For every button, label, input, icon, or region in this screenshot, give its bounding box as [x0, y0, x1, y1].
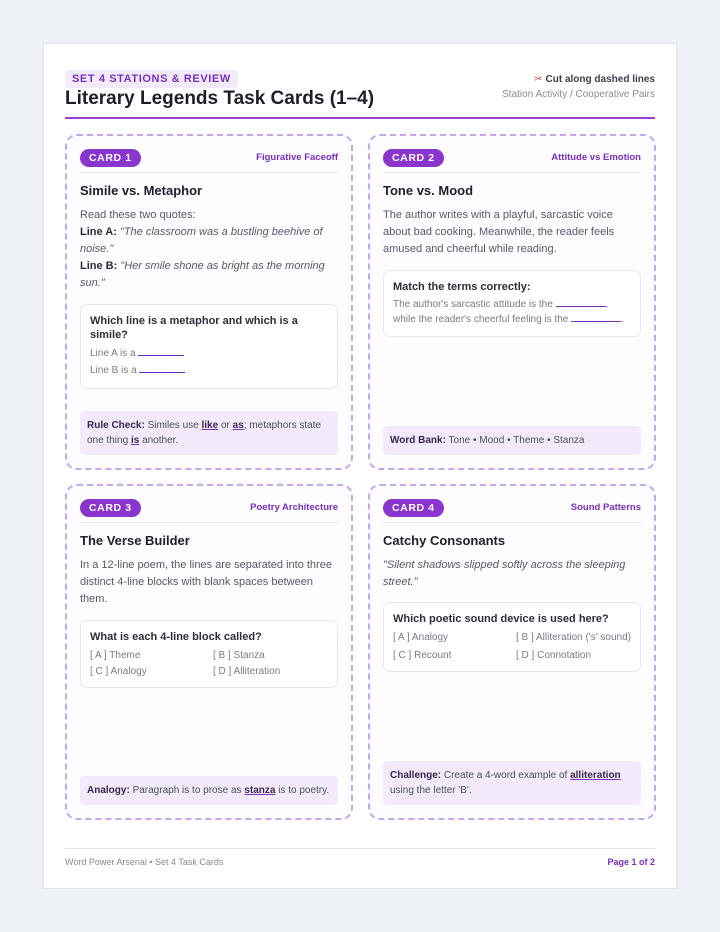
footer-label: Word Bank:: [390, 435, 446, 446]
answer-line-b: [90, 362, 328, 379]
sentence-1: The author's sarcastic attitude is the: [393, 299, 553, 310]
option-b[interactable]: [ B ] Stanza: [213, 650, 265, 661]
line-a-label: Line A:: [80, 226, 117, 238]
set-tag: SET 4 STATIONS & REVIEW: [65, 70, 238, 88]
card-title: Catchy Consonants: [383, 533, 506, 548]
keyword-is: is: [130, 435, 140, 446]
card-header: [80, 499, 338, 523]
quote-line-b: [80, 258, 338, 292]
match-sentence: The author's sarcastic attitude is the , while the reader's cheerful feeling is the .: [393, 299, 624, 325]
quote-line-a: [80, 224, 338, 258]
page-title: Literary Legends Task Cards (1–4): [65, 88, 375, 109]
card-topic: Poetry Architecture: [250, 502, 338, 513]
footer-text: using the letter 'B'.: [390, 785, 472, 796]
card-topic: Sound Patterns: [570, 502, 641, 513]
option-c[interactable]: [ C ] Analogy: [90, 666, 147, 677]
card-topic: Attitude vs Emotion: [551, 152, 641, 163]
question-text: Which line is a metaphor and which is a simile?: [90, 315, 298, 341]
word-bank-box: [383, 426, 641, 455]
keyword-like: like: [201, 420, 219, 431]
footer-text: Similes use: [147, 420, 199, 431]
worksheet-page: [43, 43, 677, 889]
analogy-box: [80, 776, 338, 805]
activity-label: Station Activity / Cooperative Pairs: [502, 89, 655, 100]
answer-blank-a[interactable]: [138, 346, 184, 356]
header: [65, 69, 655, 109]
footer-text: ; metaphors state one thing: [87, 420, 322, 446]
question-box: [383, 602, 641, 672]
card-header: [383, 499, 641, 523]
footer-label: Rule Check:: [87, 420, 145, 431]
keyword-as: as: [232, 420, 244, 431]
question-text: What is each 4-line block called?: [90, 631, 262, 643]
footer-label: Analogy:: [87, 785, 130, 796]
option-d[interactable]: [ D ] Connotation: [516, 650, 592, 661]
card-number-badge: CARD 1: [80, 149, 141, 167]
scissors-icon: ✂: [534, 74, 543, 85]
rule-check-box: [80, 411, 338, 455]
options-grid: [393, 631, 631, 662]
question-text: Which poetic sound device is used here?: [393, 613, 609, 625]
challenge-box: [383, 761, 641, 805]
question-box: [80, 304, 338, 389]
card-title: Simile vs. Metaphor: [80, 183, 203, 198]
card-title: Tone vs. Mood: [383, 183, 474, 198]
footer-text: another.: [142, 435, 179, 446]
option-b[interactable]: [ B ] Alliteration ('s' sound): [516, 632, 631, 643]
answer-b-label: Line B is a: [90, 365, 137, 376]
footer-text: or: [220, 420, 230, 431]
footer-text: Paragraph is to prose as: [132, 785, 242, 796]
card-header: [383, 149, 641, 173]
question-text: Match the terms correctly:: [393, 281, 531, 293]
card-body: "Silent shadows slipped softly across the sleeping street.": [383, 559, 626, 588]
footer-source: Word Power Arsenal • Set 4 Task Cards: [65, 857, 224, 867]
card-intro: Read these two quotes:: [80, 209, 196, 221]
option-c[interactable]: [ C ] Recount: [393, 650, 452, 661]
page-footer: [65, 848, 655, 867]
question-box: [80, 620, 338, 688]
options-grid: [90, 649, 328, 678]
word-bank-list: Tone • Mood • Theme • Stanza: [448, 435, 585, 446]
task-card-3: [65, 484, 353, 820]
line-a-quote: "The classroom was a bustling beehive of noise.": [80, 226, 323, 255]
task-card-1: [65, 134, 353, 470]
answer-blank-2[interactable]: [571, 312, 621, 322]
card-title: The Verse Builder: [80, 533, 190, 548]
question-box: [383, 270, 641, 337]
card-body: [80, 207, 338, 292]
card-body: In a 12-line poem, the lines are separated into three distinct 4-line blocks with blank spaces between them.: [80, 559, 332, 605]
keyword-stanza: stanza: [244, 785, 276, 796]
answer-blank-1[interactable]: [556, 297, 606, 307]
footer-text: is to poetry.: [278, 785, 330, 796]
answer-blank-b[interactable]: [139, 363, 185, 373]
keyword-alliteration: alliteration: [570, 770, 621, 781]
option-d[interactable]: [ D ] Alliteration: [213, 666, 281, 677]
option-a[interactable]: [ A ] Analogy: [393, 632, 449, 643]
cut-label: Cut along dashed lines: [545, 74, 655, 85]
sentence-2: while the reader's cheerful feeling is the: [393, 314, 569, 325]
card-body: The author writes with a playful, sarcastic voice about bad cooking. Meanwhile, the reader feels amused and cheerful while reading.: [383, 209, 615, 255]
line-b-quote: "Her smile shone as bright as the morning sun.": [80, 260, 325, 289]
answer-line-a: [90, 345, 328, 362]
footer-label: Challenge:: [390, 770, 442, 781]
card-header: [80, 149, 338, 173]
answer-a-label: Line A is a: [90, 348, 136, 359]
task-card-4: [368, 484, 656, 820]
card-number-badge: CARD 3: [80, 499, 141, 517]
footer-text: Create a 4-word example of: [443, 770, 568, 781]
card-topic: Figurative Faceoff: [256, 152, 338, 163]
task-card-2: [368, 134, 656, 470]
line-b-label: Line B:: [80, 260, 118, 272]
page-number: Page 1 of 2: [607, 857, 655, 867]
card-number-badge: CARD 2: [383, 149, 444, 167]
cut-instruction: [534, 74, 655, 85]
header-rule: [65, 117, 655, 119]
option-a[interactable]: [ A ] Theme: [90, 650, 141, 661]
card-number-badge: CARD 4: [383, 499, 444, 517]
